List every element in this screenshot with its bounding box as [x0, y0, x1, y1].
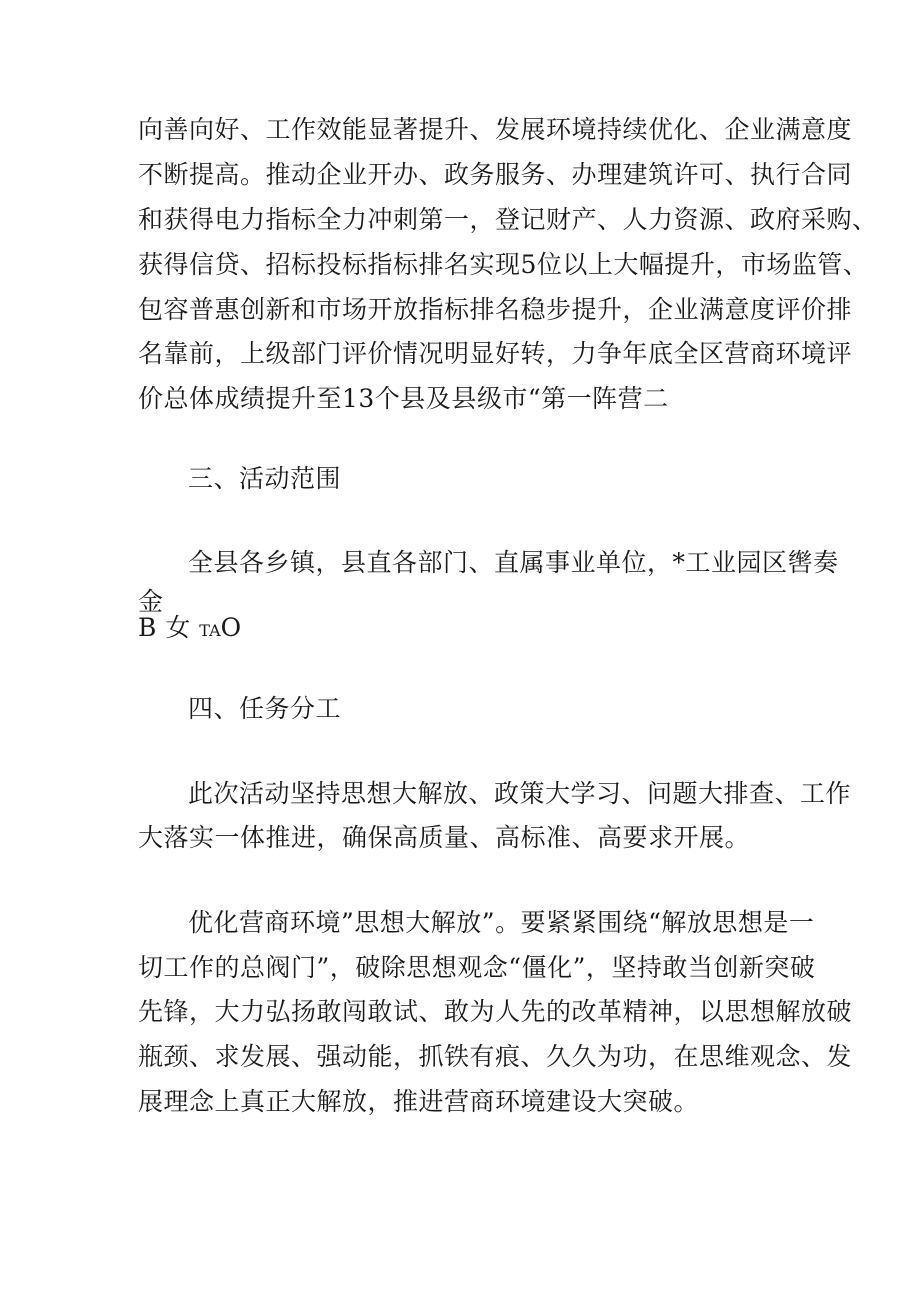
paragraph-line: 大落实一体推进，确保高质量、高标准、高要求开展。: [138, 823, 751, 852]
garbled-text-part: O: [220, 613, 242, 642]
paragraph-line: 包容普惠创新和市场开放指标排名稳步提升，企业满意度评价排: [138, 295, 853, 324]
section-heading: 三、活动范围: [188, 464, 342, 493]
paragraph-line: 向善向好、工作效能显著提升、发展环境持续优化、企业满意度: [138, 115, 853, 144]
garbled-text-part: TA: [199, 621, 221, 640]
paragraph-line: 名靠前，上级部门评价情况明显好转，力争年底全区营商环境评: [138, 339, 853, 368]
garbled-text-part: B 女: [138, 613, 200, 642]
paragraph-line: 和获得电力指标全力冲刺第一，登记财产、人力资源、政府采购、: [138, 205, 878, 234]
paragraph-line: 优化营商环境”思想大解放”。要紧紧围绕“解放思想是一: [188, 908, 815, 937]
garbled-text: [138, 613, 242, 646]
section-heading: 四、任务分工: [188, 694, 342, 723]
paragraph-line: 此次活动坚持思想大解放、政策大学习、问题大排查、工作: [188, 779, 852, 808]
paragraph-line: 切工作的总阀门”，破除思想观念“僵化”，坚持敢当创新突破: [138, 953, 816, 982]
paragraph-line: 价总体成绩提升至13个县及县级市“第一阵营二: [138, 384, 669, 413]
paragraph-line: 获得信贷、招标投标指标排名实现5位以上大幅提升，市场监管、: [138, 250, 869, 279]
paragraph-line: 展理念上真正大解放，推进营商环境建设大突破。: [138, 1087, 700, 1116]
paragraph-line: 全县各乡镇，县直各部门、直属事业单位，*工业园区辔奏: [188, 548, 839, 577]
paragraph-line: 瓶颈、求发展、强动能，抓铁有痕、久久为功，在思维观念、发: [138, 1042, 853, 1071]
paragraph-line: 金: [138, 587, 164, 616]
paragraph-line: 先锋，大力弘扬敢闯敢试、敢为人先的改革精神，以思想解放破: [138, 997, 853, 1026]
paragraph-line: 不断提高。推动企业开办、政务服务、办理建筑许可、执行合同: [138, 160, 853, 189]
